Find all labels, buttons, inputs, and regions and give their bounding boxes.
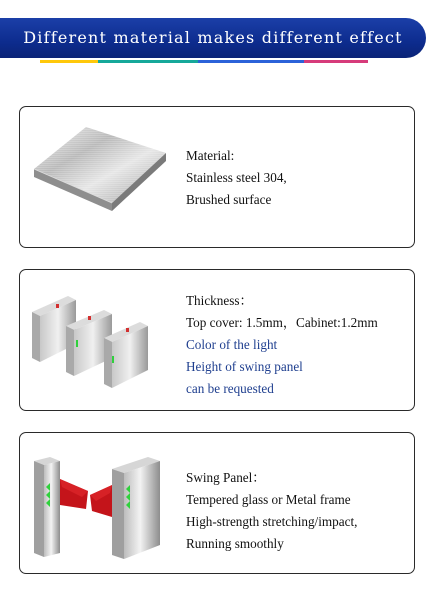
thickness-line-3: Color of the light <box>186 337 278 352</box>
thickness-line-2: Top cover: 1.5mm，Cabinet:1.2mm <box>186 315 378 330</box>
swing-line-1: Swing Panel： <box>186 470 266 485</box>
banner-stripe-blue <box>198 60 304 63</box>
swing-line-3: High-strength stretching/impact, <box>186 514 358 529</box>
swing-panel-card <box>19 432 415 574</box>
banner-stripe-pink <box>304 60 368 63</box>
thickness-text <box>186 290 378 400</box>
banner-title: Different material makes different effect <box>23 28 403 47</box>
thickness-line-1: Thickness： <box>186 293 253 308</box>
material-line-3: Brushed surface <box>186 192 272 207</box>
brushed-steel-plate-image <box>26 113 178 241</box>
material-card <box>19 106 415 248</box>
material-line-1: Material: <box>186 148 235 163</box>
thickness-line-5: can be requested <box>186 381 274 396</box>
banner-stripe-teal <box>98 60 198 63</box>
flap-barrier-turnstiles-image <box>26 276 178 404</box>
thickness-card <box>19 269 415 411</box>
swing-gate-red-panels-image <box>26 439 178 567</box>
material-text <box>186 145 287 211</box>
header-banner <box>0 18 440 62</box>
banner-stripe-yellow <box>40 60 98 63</box>
material-line-2: Stainless steel 304, <box>186 170 287 185</box>
swing-line-2: Tempered glass or Metal frame <box>186 492 351 507</box>
swing-panel-text <box>186 467 357 555</box>
thickness-line-4: Height of swing panel <box>186 359 303 374</box>
swing-line-4: Running smoothly <box>186 536 284 551</box>
